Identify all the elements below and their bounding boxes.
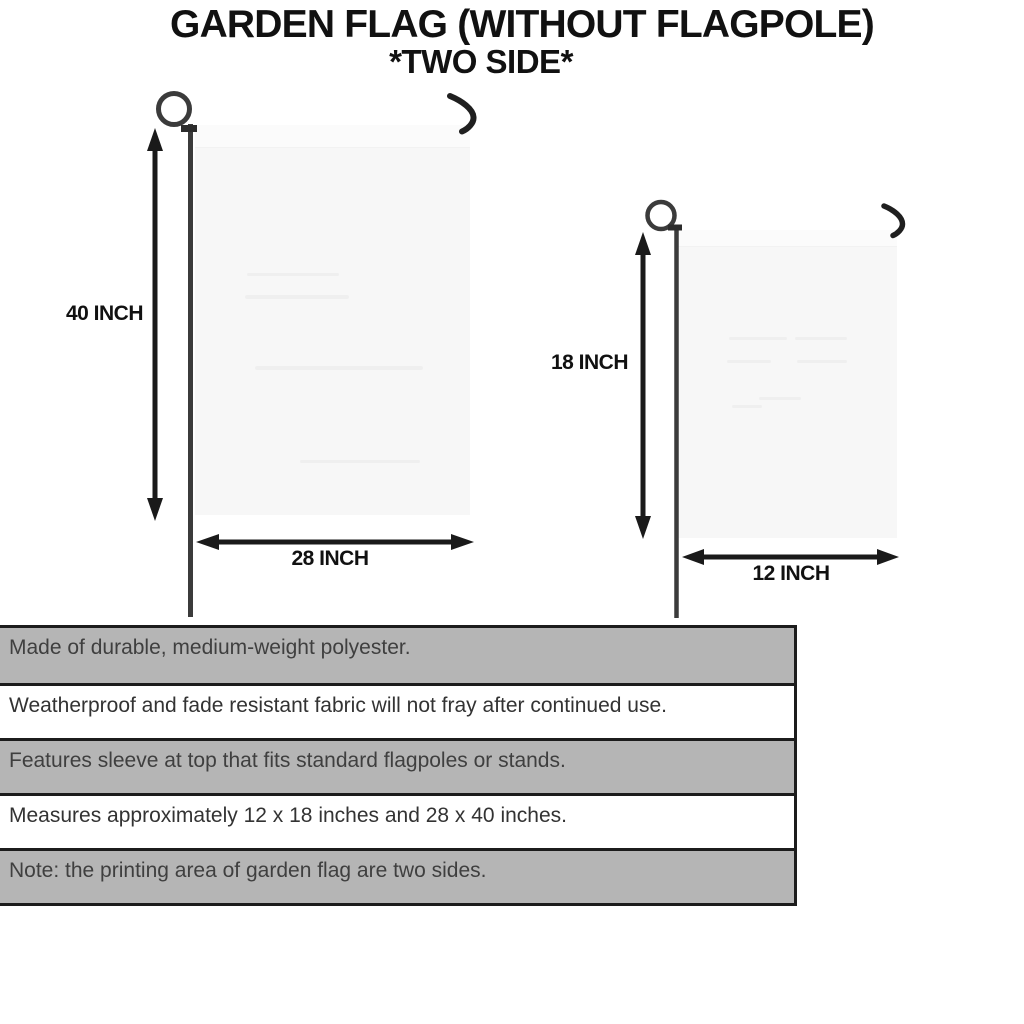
large-flag-fabric [195,125,470,515]
feature-row: Note: the printing area of garden flag are two sides. [0,848,794,903]
feature-table [0,625,797,906]
ghost-print [300,460,420,463]
small-flag-fabric [677,230,897,538]
large-flag-height-label: 40 INCH [65,302,143,325]
feature-row: Weatherproof and fade resistant fabric will not fray after continued use. [0,683,794,738]
large-flag-width-label: 28 INCH [291,547,369,570]
page-subtitle: *TWO SIDE* [389,43,573,80]
ghost-print [255,366,423,370]
large-flagpole-icon [159,94,198,618]
ghost-print [797,360,847,363]
large-height-arrow-icon [147,128,163,521]
page-title: GARDEN FLAG (WITHOUT FLAGPOLE) [170,3,874,46]
ghost-print [795,337,847,340]
small-flag-sleeve [677,230,897,247]
small-flag-height-label: 18 INCH [550,351,628,374]
feature-row: Features sleeve at top that fits standard flagpoles or stands. [0,738,794,793]
feature-row: Measures approximately 12 x 18 inches and 28 x 40 inches. [0,793,794,848]
ghost-print [727,360,771,363]
feature-row: Made of durable, medium-weight polyester. [0,628,794,683]
ghost-print [732,405,762,408]
ghost-print [729,337,787,340]
ghost-print [247,273,339,276]
large-flag-sleeve [195,125,470,148]
small-height-arrow-icon [635,232,651,539]
ghost-print [245,295,349,299]
ghost-print [759,397,801,400]
small-flag-width-label: 12 INCH [752,562,830,585]
